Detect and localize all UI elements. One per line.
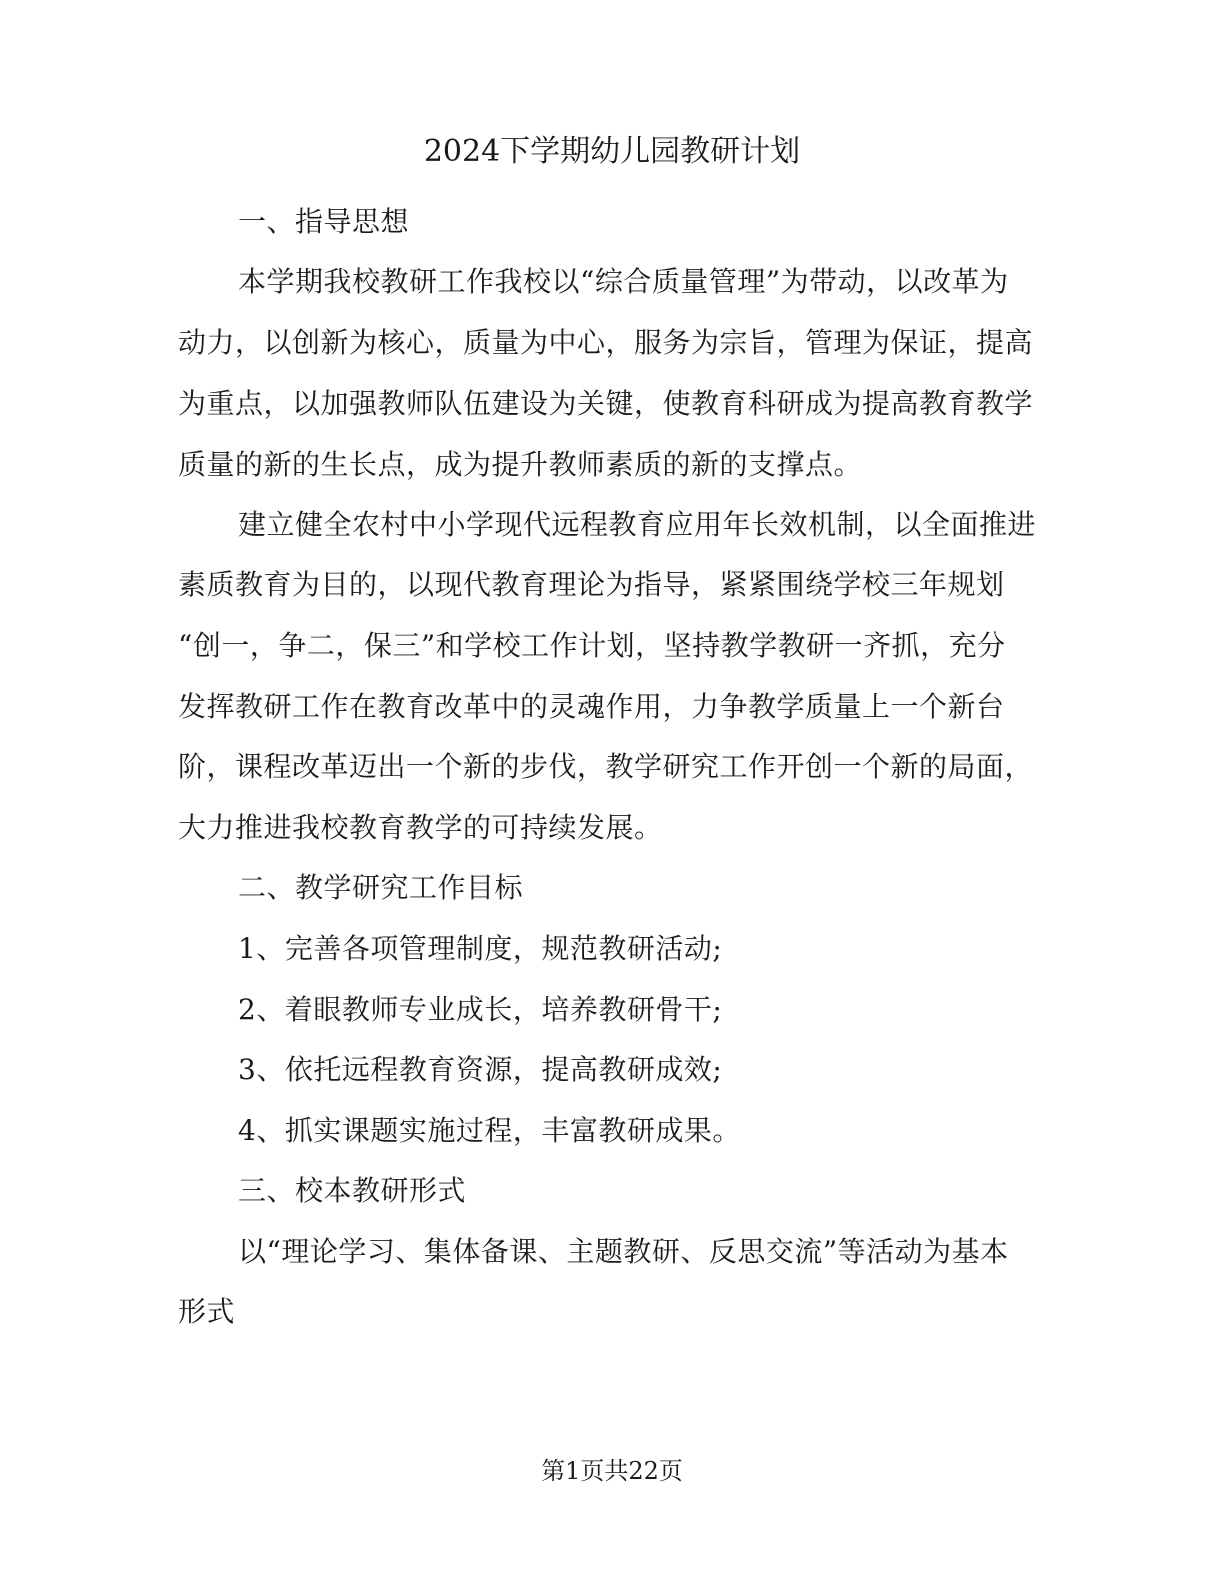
paragraph-line: 质量的新的生长点，成为提升教师素质的新的支撑点。 xyxy=(178,448,863,481)
list-item: 4、抓实课题实施过程，丰富教研成果。 xyxy=(238,1114,741,1147)
section-heading-1: 一、指导思想 xyxy=(238,205,410,238)
paragraph-line: 大力推进我校教育教学的可持续发展。 xyxy=(178,811,663,844)
paragraph-line: 阶，课程改革迈出一个新的步伐，教学研究工作开创一个新的局面， xyxy=(178,750,1034,783)
section-heading-2: 二、教学研究工作目标 xyxy=(238,871,524,904)
paragraph-line: “创一，争二，保三”和学校工作计划，坚持教学教研一齐抓，充分 xyxy=(178,629,1006,662)
paragraph-line: 形式 xyxy=(178,1295,236,1328)
list-item: 3、依托远程教育资源，提高教研成效; xyxy=(238,1053,723,1086)
page-footer: 第1页共22页 xyxy=(541,1457,683,1485)
paragraph-line: 建立健全农村中小学现代远程教育应用年长效机制，以全面推进 xyxy=(238,508,1037,541)
document-title: 2024下学期幼儿园教研计划 xyxy=(423,134,801,169)
paragraph-line: 动力，以创新为核心，质量为中心，服务为宗旨，管理为保证，提高 xyxy=(178,326,1034,359)
list-item: 2、着眼教师专业成长，培养教研骨干; xyxy=(238,993,723,1026)
list-item: 1、完善各项管理制度，规范教研活动; xyxy=(238,932,723,965)
section-heading-3: 三、校本教研形式 xyxy=(238,1174,467,1207)
paragraph-line: 素质教育为目的，以现代教育理论为指导，紧紧围绕学校三年规划 xyxy=(178,568,1005,601)
paragraph-line: 以“理论学习、集体备课、主题教研、反思交流”等活动为基本 xyxy=(238,1235,1009,1268)
paragraph-line: 本学期我校教研工作我校以“综合质量管理”为带动，以改革为 xyxy=(238,265,1009,298)
paragraph-line: 为重点，以加强教师队伍建设为关键，使教育科研成为提高教育教学 xyxy=(178,387,1034,420)
paragraph-line: 发挥教研工作在教育改革中的灵魂作用，力争教学质量上一个新台 xyxy=(178,690,1005,723)
